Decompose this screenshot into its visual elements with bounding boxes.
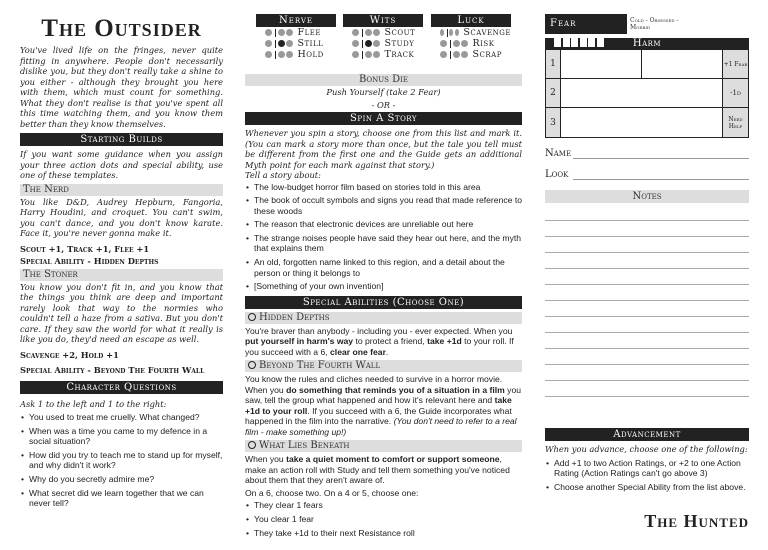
rating-dot[interactable] bbox=[278, 40, 285, 47]
notes-line[interactable] bbox=[545, 285, 749, 301]
ability-checkbox[interactable] bbox=[248, 361, 256, 369]
dot-divider bbox=[447, 29, 448, 37]
name-line[interactable] bbox=[573, 147, 749, 159]
rating-dot[interactable] bbox=[265, 29, 272, 36]
harm-level: 2 bbox=[546, 79, 560, 108]
notes-line[interactable] bbox=[545, 221, 749, 237]
build-stats: Scavenge +2, Hold +1 bbox=[20, 349, 119, 360]
action-row[interactable] bbox=[256, 49, 336, 60]
harm-grid bbox=[545, 50, 749, 138]
build-ability: Special Ability - Beyond The Fourth Wall bbox=[20, 365, 205, 375]
column-middle bbox=[245, 14, 522, 538]
character-questions-header: Character Questions bbox=[20, 381, 223, 394]
spin-story-header: Spin A Story bbox=[245, 112, 522, 125]
action-label: Hold bbox=[297, 49, 324, 60]
fear-box[interactable] bbox=[588, 37, 595, 47]
ability-beyond-fourth-wall bbox=[245, 360, 522, 437]
fear-label-box bbox=[545, 14, 627, 34]
rating-dot[interactable] bbox=[461, 51, 468, 58]
rating-dot[interactable] bbox=[278, 51, 285, 58]
option-item: • They clear 1 fears bbox=[245, 500, 522, 511]
story-item: • The strange noises people have said they hear out here, and the myth that explains them bbox=[245, 233, 522, 254]
rating-dot[interactable] bbox=[352, 51, 359, 58]
notes-line[interactable] bbox=[545, 205, 749, 221]
ability-choose: On a 6, choose two. On a 4 or 5, choose one: bbox=[245, 487, 419, 498]
action-label: Study bbox=[384, 38, 415, 49]
action-label: Risk bbox=[472, 38, 495, 49]
ability-checkbox[interactable] bbox=[248, 313, 256, 321]
question-item: • What secret did we learn together that we can never tell? bbox=[20, 488, 223, 509]
advancement-item: • Choose another Special Ability from the list above. bbox=[545, 482, 749, 493]
name-label: Name bbox=[545, 148, 572, 159]
ability-name: Hidden Depths bbox=[259, 311, 330, 323]
question-item: • How did you try to teach me to stand up for myself, and why didn't it work? bbox=[20, 450, 223, 471]
rating-dot[interactable] bbox=[286, 51, 293, 58]
starting-builds-intro: If you want some guidance when you assign your three action dots and special ability, use one of these templates. bbox=[20, 149, 223, 180]
rating-dot[interactable] bbox=[455, 29, 459, 36]
rating-dot[interactable] bbox=[373, 29, 380, 36]
notes-line[interactable] bbox=[545, 333, 749, 349]
question-item: • You used to treat me cruelly. What changed? bbox=[20, 412, 223, 423]
option-item: • You clear 1 fear bbox=[245, 514, 522, 525]
rating-dot[interactable] bbox=[365, 51, 372, 58]
rating-dot[interactable] bbox=[352, 40, 359, 47]
ability-name-row bbox=[245, 312, 522, 324]
action-name: Nerve bbox=[256, 14, 336, 27]
action-row[interactable] bbox=[343, 27, 423, 38]
harm-level: 3 bbox=[546, 108, 560, 137]
story-item: • The book of occult symbols and signs you read that made reference to these woods bbox=[245, 195, 522, 216]
dot-divider bbox=[450, 40, 451, 48]
ability-desc: You know the rules and cliches needed to survive in a horror movie. When you do something that reminds you of a situation in a film you saw, tell the group what happened and how it's relevant here and take +1d to your roll. If you succeed with a 6, the Guide incorporates what happened in the film into the narrative. (You don't need to refer to a real film - make something up!) bbox=[245, 374, 522, 437]
build-ability: Special Ability - Hidden Depths bbox=[20, 256, 159, 266]
rating-dot[interactable] bbox=[265, 40, 272, 47]
harm-slot[interactable] bbox=[560, 108, 722, 137]
column-left bbox=[20, 14, 223, 509]
action-label: Still bbox=[297, 38, 324, 49]
action-label: Scout bbox=[384, 27, 416, 38]
fear-states: Cold - Obsessed - Morbid bbox=[630, 17, 679, 31]
story-item: • [Something of your own invention] bbox=[245, 281, 522, 292]
action-label: Track bbox=[384, 49, 415, 60]
character-questions-intro: Ask 1 to the left and 1 to the right: bbox=[20, 398, 167, 409]
playbook-title: The Outsider bbox=[41, 15, 202, 42]
ability-desc: When you take a quiet moment to comfort or support someone, make an action roll with Study and tell them something you've noticed about them that they aren't aware of. bbox=[245, 454, 510, 486]
notes-line[interactable] bbox=[545, 253, 749, 269]
action-name: Luck bbox=[431, 14, 511, 27]
option-item: • They take +1d to their next Resistance roll bbox=[245, 528, 522, 539]
action-label: Scrap bbox=[472, 49, 502, 60]
rating-dot[interactable] bbox=[373, 40, 380, 47]
spin-story-tell: Tell a story about: bbox=[245, 170, 321, 180]
ability-checkbox[interactable] bbox=[248, 441, 256, 449]
rating-dot[interactable] bbox=[373, 51, 380, 58]
fear-label: Fear bbox=[550, 18, 577, 29]
advancement-header: Advancement bbox=[545, 428, 749, 441]
ability-hidden-depths bbox=[245, 312, 522, 358]
action-row[interactable] bbox=[431, 27, 511, 38]
action-name: Wits bbox=[343, 14, 423, 27]
playbook-intro: You've lived life on the fringes, never quite fitting in anywhere. People don't necessarily dislike you, but they don't really take a shine to you either - although they brought you here with them, which must count for something. What they don't realise is that you've spent all this time watching them, and you know them better than they know themselves. bbox=[20, 45, 223, 129]
ability-name: What Lies Beneath bbox=[259, 440, 350, 452]
notes-area[interactable] bbox=[545, 205, 749, 397]
column-right bbox=[545, 14, 749, 531]
fear-box[interactable] bbox=[571, 37, 578, 47]
name-field[interactable] bbox=[545, 143, 749, 159]
rating-dot[interactable] bbox=[278, 29, 285, 36]
rating-dot[interactable] bbox=[286, 29, 293, 36]
dot-divider bbox=[362, 29, 363, 37]
advancement-list bbox=[545, 458, 749, 493]
question-item: • When was a time you came to my defence in a social situation? bbox=[20, 426, 223, 447]
notes-line[interactable] bbox=[545, 365, 749, 381]
rating-dot[interactable] bbox=[461, 40, 468, 47]
build-name: The Nerd bbox=[20, 184, 223, 196]
harm-effect: +1 Fear bbox=[722, 50, 748, 79]
bonus-die-push: Push Yourself (take 2 Fear) bbox=[326, 87, 441, 97]
harm-effect: -1d bbox=[722, 79, 748, 108]
story-item: • The reason that electronic devices are unreliable out here bbox=[245, 219, 522, 230]
rating-dot[interactable] bbox=[365, 29, 372, 36]
rating-dot[interactable] bbox=[440, 29, 444, 36]
ability-options bbox=[245, 500, 522, 538]
dot-divider bbox=[275, 51, 276, 59]
rating-dot[interactable] bbox=[440, 40, 447, 47]
character-questions-list bbox=[20, 412, 223, 509]
fear-box[interactable] bbox=[597, 37, 604, 47]
fear-track bbox=[545, 14, 749, 34]
action-row[interactable] bbox=[431, 49, 511, 60]
starting-builds-header: Starting Builds bbox=[20, 133, 223, 146]
rating-dot[interactable] bbox=[365, 40, 372, 47]
notes-line[interactable] bbox=[545, 237, 749, 253]
build-nerd bbox=[20, 184, 223, 267]
notes-header: Notes bbox=[545, 190, 749, 203]
harm-level: 1 bbox=[546, 50, 560, 79]
harm-slot[interactable] bbox=[641, 50, 722, 79]
question-item: • Why do you secretly admire me? bbox=[20, 474, 223, 485]
spin-story-list bbox=[245, 182, 522, 292]
dot-divider bbox=[275, 40, 276, 48]
dot-divider bbox=[450, 51, 451, 59]
bonus-die-or: - OR - bbox=[371, 99, 396, 110]
look-field[interactable] bbox=[545, 164, 749, 180]
build-name: The Stoner bbox=[20, 269, 223, 281]
rating-dot[interactable] bbox=[440, 51, 447, 58]
notes-line[interactable] bbox=[545, 269, 749, 285]
notes-line[interactable] bbox=[545, 349, 749, 365]
fear-box[interactable] bbox=[580, 37, 587, 47]
build-desc: You know you don't fit in, and you know that the things you think are deep and important rarely look that way to the normies who couldn't tell a haze from a sativa. But you don't care. If they saw the world for what it really is like you do, they'd need an escape as well. bbox=[20, 281, 223, 344]
look-line[interactable] bbox=[573, 168, 749, 180]
bonus-die-header: Bonus Die bbox=[245, 74, 522, 86]
action-row[interactable] bbox=[256, 27, 336, 38]
rating-dot[interactable] bbox=[449, 29, 453, 36]
harm-effect: Need Help bbox=[722, 108, 748, 137]
action-row[interactable] bbox=[256, 38, 336, 49]
advancement-item: • Add +1 to two Action Ratings, or +2 to one Action Rating (Action Ratings can't go above 3) bbox=[545, 458, 749, 479]
build-stats: Scout +1, Track +1, Flee +1 bbox=[20, 243, 150, 254]
ability-desc: You're braver than anybody - including you - ever expected. When you put yourself in harm's way to protect a friend, take +1d to your roll. If you succeed with a 6, clear one fear. bbox=[245, 325, 514, 357]
action-row[interactable] bbox=[343, 38, 423, 49]
notes-line[interactable] bbox=[545, 317, 749, 333]
notes-line[interactable] bbox=[545, 381, 749, 397]
ability-what-lies-beneath bbox=[245, 440, 522, 538]
dot-divider bbox=[275, 29, 276, 37]
notes-line[interactable] bbox=[545, 301, 749, 317]
action-wits bbox=[343, 14, 423, 60]
advancement-intro: When you advance, choose one of the following: bbox=[545, 444, 748, 454]
dot-divider bbox=[362, 51, 363, 59]
fear-box[interactable] bbox=[554, 37, 561, 47]
ability-name: Beyond The Fourth Wall bbox=[259, 360, 381, 372]
build-stoner bbox=[20, 269, 223, 376]
rating-dot[interactable] bbox=[453, 40, 460, 47]
action-row[interactable] bbox=[431, 38, 511, 49]
rating-dot[interactable] bbox=[286, 40, 293, 47]
build-desc: You like D&D, Audrey Hepburn, Fangoria, Harry Houdini, and croquet. You can't swim, you can't dance, and you don't know karate. Face it, you're never gonna make it. bbox=[20, 196, 223, 238]
dot-divider bbox=[362, 40, 363, 48]
action-label: Flee bbox=[297, 27, 321, 38]
rating-dot[interactable] bbox=[352, 29, 359, 36]
story-item: • An old, forgotten name linked to this region, and a detail about the person or thing it belongs to bbox=[245, 257, 522, 278]
rating-dot[interactable] bbox=[265, 51, 272, 58]
action-ratings bbox=[245, 14, 522, 72]
rating-dot[interactable] bbox=[453, 51, 460, 58]
ability-name-row bbox=[245, 440, 522, 452]
action-row[interactable] bbox=[343, 49, 423, 60]
story-item: • The low-budget horror film based on stories told in this area bbox=[245, 182, 522, 193]
advancement-body bbox=[545, 444, 749, 492]
action-label: Scavenge bbox=[463, 27, 511, 38]
special-abilities-header: Special Abilities (Choose One) bbox=[245, 296, 522, 309]
action-luck bbox=[431, 14, 511, 60]
action-nerve bbox=[256, 14, 336, 60]
harm-slot[interactable] bbox=[560, 50, 641, 79]
fear-box[interactable] bbox=[563, 37, 570, 47]
ability-name-row bbox=[245, 360, 522, 372]
look-label: Look bbox=[545, 169, 569, 180]
spin-story-intro: Whenever you spin a story, choose one from this list and mark it. (You can mark a story more than once, but the tale you tell must be different from the first one and the Guide gets an additional Myth point for each mark against that story.) bbox=[245, 128, 522, 170]
harm-slot[interactable] bbox=[560, 79, 722, 108]
harm-header: Harm bbox=[545, 38, 749, 50]
footer-title: The Hunted bbox=[644, 511, 749, 531]
